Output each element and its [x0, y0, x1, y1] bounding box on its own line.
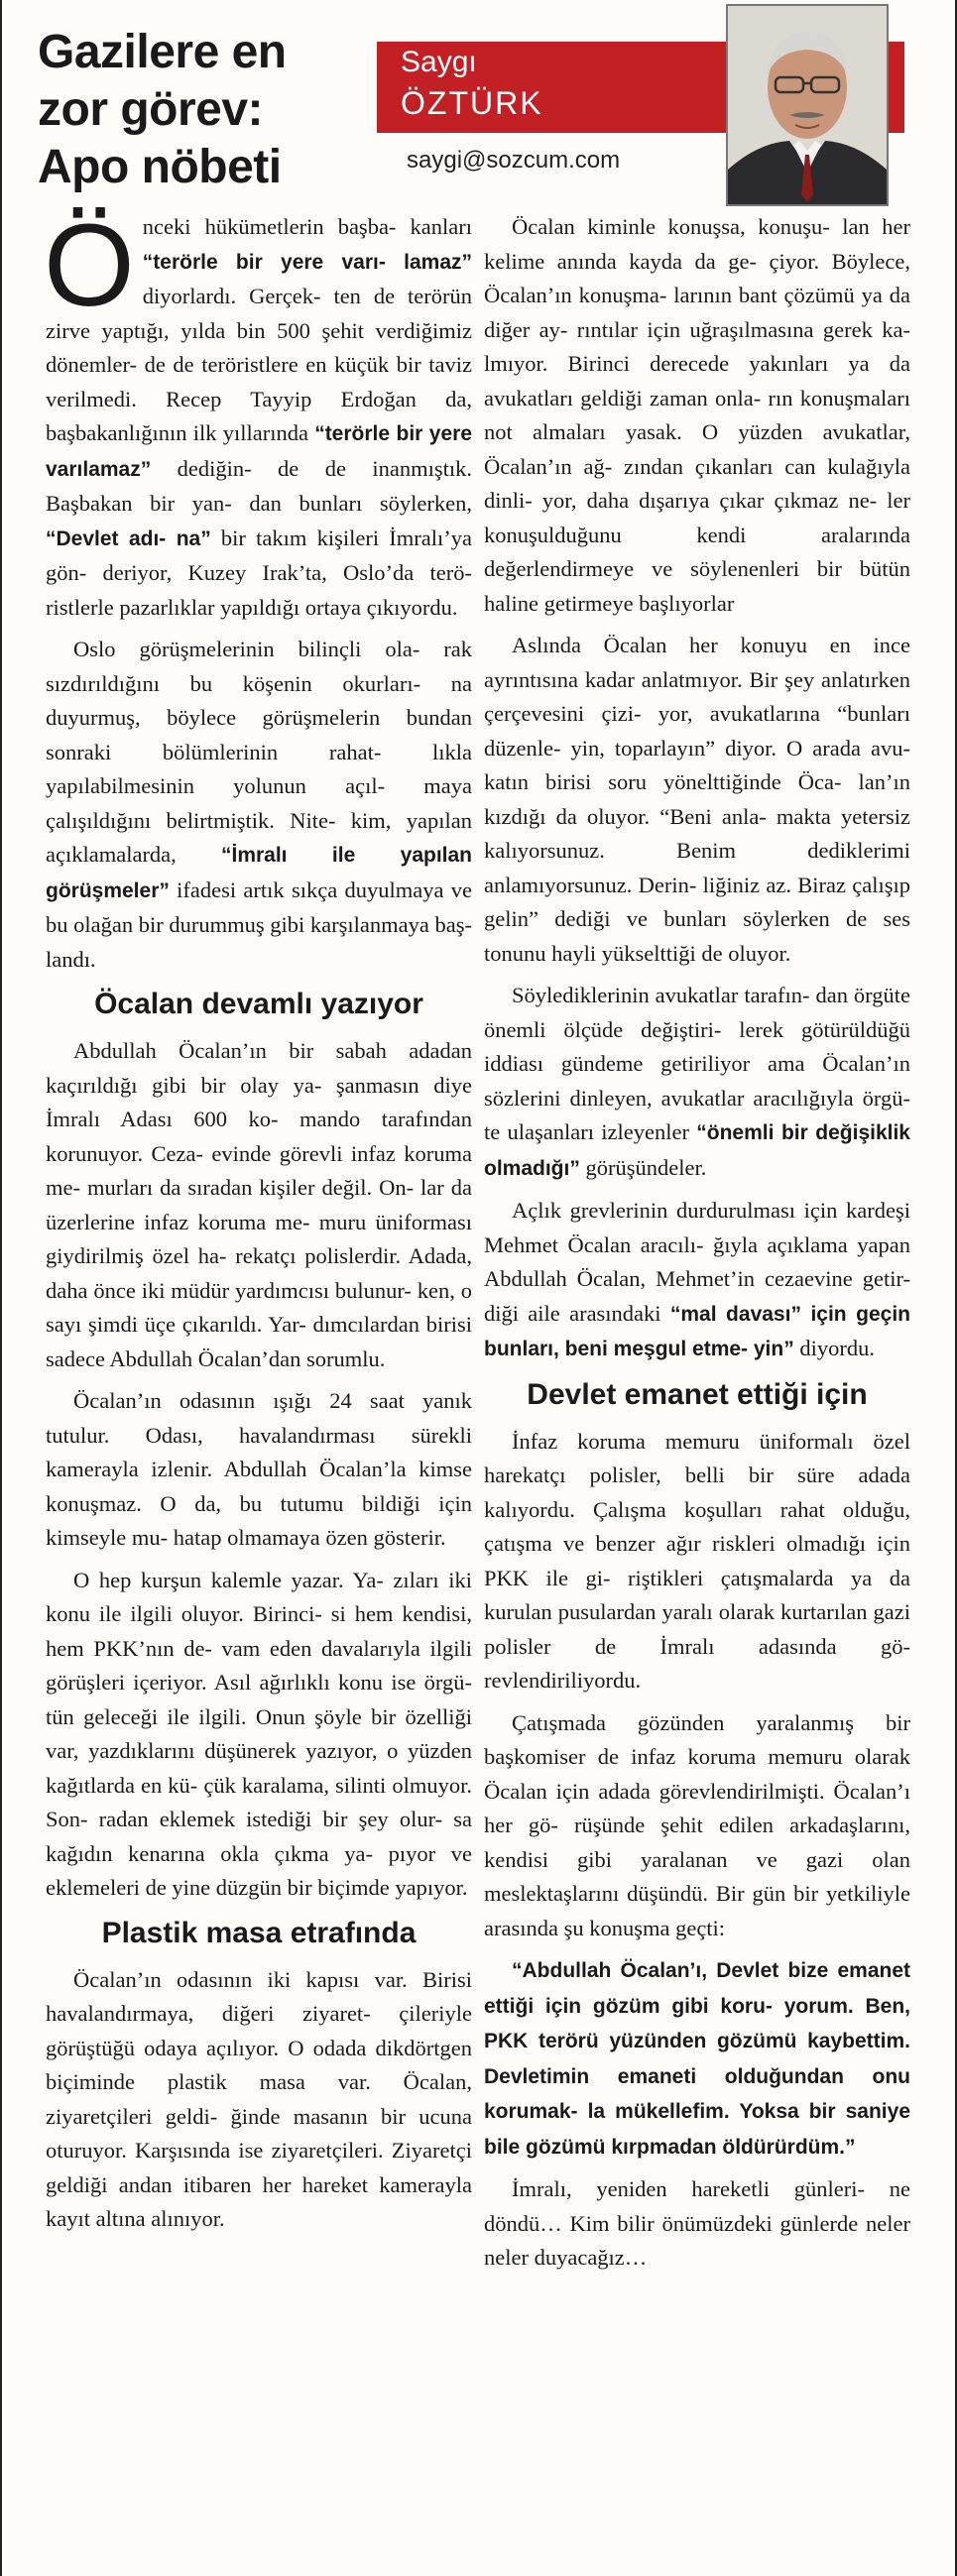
paragraph: Öcalan kiminle konuşsa, konuşu- lan her kelime anında kayda da ge- çiyor. Böylece, Öcalan’ın konuşma- larının bant çözümü ya da diğer ay- rıntılar için uğraşılmasına gerek ka- lmıyor. Birinci derecede yakınları ya da avukatları geldiği zaman onla- rın konuşmaları not almaları yasak. O yüzden avukatlar, Öcalan’ın ağ- zından çıkanları can kulağıyla dinli- yor, daha dışarıya çıkar çıkmaz ne- ler konuşulduğunu kendi aralarında değerlendirmeye ve söylenenleri bir bütün haline getirmeye başlıyorlar — [484, 214, 910, 616]
headline-line-1: Gazilere en — [38, 26, 287, 78]
paragraph: Çatışmada gözünden yaralanmış bir başkomiser de infaz koruma memuru olarak Öcalan için adada görevlendirilmişti. Öcalan’ı her gö- rüşünde şehit edilen arkadaşlarını, kendisi gibi yaralanan ve gazi olan meslektaşlarını düşündü. Bir gün bir yetkiliyle arasında şu konuşma geçti: — [484, 1709, 910, 1940]
text-run: Söylediklerinin avukatlar tarafın- dan örgüte önemli ölçüde değiştiri- lerek götürüldüğü iddiası gündeme getiriliyor ama Öcalan’ın sözlerini dinleyen, avukatlar aracılığıyla örgü- te ulaşanları izleyenler — [484, 983, 910, 1144]
headline-line-3: Apo nöbeti — [38, 141, 282, 193]
bold-quote: “terörle bir yere varı- lamaz” — [142, 250, 472, 274]
text-run: dediğin- de de inanmıştık. Başbakan bir yan- dan bunları söylerken, — [46, 455, 472, 516]
columnist-portrait-icon — [728, 6, 887, 204]
paragraph: O hep kurşun kalemle yazar. Ya- zıları iki konu ile ilgili oluyor. Birinci- si hem kendisi, hem PKK’nın de- vam eden davalarıyla ilgili görüşleri içeriyor. Asıl ağırlıklı konu ise örgü- tün geleceği ile ilgili. Onun şöyle bir özelliği var, yazdıklarını düşünerek yazıyor, o yüzden kağıtlarda en kü- çük karalama, silinti olmuyor. Son- radan eklemek istediği bir şey olur- sa kağıdın kenarına okla çıkma ya- pıyor ve eklemeleri de yine düzgün bir biçimde yapıyor. — [46, 1567, 472, 1900]
author-last-name: ÖZTÜRK — [401, 85, 543, 121]
bold-quote: “İmralı ile yapılan görüşmeler” — [46, 844, 473, 902]
paragraph: Öcalan’ın odasının ışığı 24 saat yanık tutulur. Odası, havalandırması sürekli kamerayla izlenir. Abdullah Öcalan’la kimse konuşmaz. O da, bu tutumu bildiği için kimseyle mu- hatap olmamaya özen gösterir. — [46, 1388, 472, 1550]
paragraph: İmralı, yeniden hareketli günleri- ne döndü… Kim bilir önümüzdeki günlerde neler neler duyacağız… — [484, 2176, 910, 2270]
subheading: Devlet emanet ettiği için — [527, 1377, 868, 1411]
right-column — [484, 210, 910, 2283]
text-run: diyorlardı. Gerçek- ten de terörün zirve yaptığı, yılda bin 500 şehit verdiğimiz dönemler- de de teröristlere en küçük bir taviz verilmedi. Recep Tayyip Erdoğan da, başbakanlığının ilk yıllarında — [46, 284, 472, 445]
text-run: görüşündeler. — [579, 1154, 707, 1180]
paragraph — [46, 633, 472, 977]
text-run: diyordu. — [793, 1336, 875, 1360]
paragraph: İnfaz koruma memuru üniformalı özel harekatçı polisler, belli bir süre adada kalıyordu. Çalışma koşulları rahat olduğu, çatışma ve benzer ağır riskleri olmadığı için PKK ile gi- riştikleri çatışmalarda ya da kurulan pusulardan yaralı olarak kurtarılan gazi polisler de İmralı adasında gö- revlendiriliyordu. — [484, 1428, 910, 1693]
headline — [38, 24, 365, 196]
paragraph — [44, 200, 472, 625]
text-run: ifadesi artık sıkça duyulmaya ve bu olağan bir durummuş gibi karşılanmaya baş- landı. — [46, 877, 472, 972]
subheading: Plastik masa etrafında — [101, 1916, 417, 1949]
paragraph — [484, 1194, 910, 1367]
text-run: Açlık grevlerinin durdurulması için kardeşi Mehmet Öcalan aracılı- ğıyla açıklama yapan Abdullah Öcalan, Mehmet’in cezaevine getir- diği aile arasındaki — [484, 1198, 910, 1326]
text-run: nceki hükümetlerin başba- kanları — [142, 214, 472, 239]
paragraph — [484, 979, 910, 1186]
headline-line-2: zor görev: — [38, 83, 264, 136]
bold-quote-paragraph — [484, 1953, 910, 2165]
text-run: bir takım kişileri İmralı’ya gön- deriyor, Kuzey Irak’ta, Oslo’da terö- ristlerle pazarlıklar yapıldığı ortaya çıkıyordu. — [46, 525, 472, 620]
author-first-name: Saygı — [401, 46, 477, 78]
paragraph: Aslında Öcalan her konuyu en ince ayrıntısına kadar anlatmıyor. Bir şey anlatırken çerçevesini çizi- yor, avukatlarına “bunları düzenle- yin, toparlayın” diyor. O arada avu- katın birisi soru yönelttiğinde Öca- lan’ın kızdığı da oluyor. “Beni anla- makta yetersiz kalıyorsunuz. Benim dediklerimi anlamıyorsunuz. Derin- liğiniz az. Biraz çalışıp gelin” dediği ve bunları söylerken de ses tonunu hayli yükselttiği de oluyor. — [484, 633, 910, 966]
author-email: saygi@sozcum.com — [407, 147, 621, 174]
text-run: Oslo görüşmelerinin bilinçli ola- rak sızdırıldığını bu köşenin okurları- na duyurmuş, böylece görüşmelerin bundan sonraki bölümlerinin rahat- lıkla yapılabilmesinin yolunun açıl- maya çalışıldığını belirtmiştik. Nite- kim, yapılan açıklamalarda, — [46, 637, 472, 867]
drop-cap: Ö — [44, 200, 135, 331]
paragraph: Öcalan’ın odasının iki kapısı var. Birisi havalandırmaya, diğeri ziyaret- çileriyle görüştüğü odaya açılıyor. O odada dikdörtgen biçiminde plastik masa var. Öcalan, ziyaretçileri geldi- ğinde masanın bir ucuna oturuyor. Karşısında ise ziyaretçileri. Ziyaretçi geldiği andan itibaren her hareket kamerayla kayıt altına alınıyor. — [46, 1966, 472, 2231]
author-photo — [726, 4, 889, 206]
bold-quote: “Devlet adı- na” — [46, 527, 211, 550]
bold-quote: “terörle bir yere varılamaz” — [46, 422, 472, 481]
paragraph: Abdullah Öcalan’ın bir sabah adadan kaçırıldığı gibi bir olay ya- şanmasın diye İmralı Adası 600 ko- mando tarafından korunuyor. Ceza- evinde görevli infaz koruma me- murları da sıradan kişiler değil. On- lar da üzerlerine infaz koruma me- muru üniforması giydirilmiş özel ha- rekatçı polislerdir. Adada, daha önce iki müdür yardımcısı bulunur- ken, o sayı şimdi üçe çıkarıldı. Yar- dımcılardan birisi sadece Abdullah Öcalan’dan sorumlu. — [46, 1038, 472, 1371]
subheading: Öcalan devamlı yazıyor — [94, 988, 423, 1020]
bold-quote: “Abdullah Öcalan’ı, Devlet bize emanet ettiği için gözüm gibi koru- yorum. Ben, PKK terörü yüzünden gözümü kaybettim. Devletimin emaneti olduğundan onu korumak- la mükellefim. Yoksa bir saniye bile gözümü kırpmadan öldürürdüm.” — [484, 1959, 910, 2159]
bold-quote: “önemli bir değişiklik olmadığı” — [484, 1121, 910, 1180]
bold-quote: “mal davası” için geçin bunları, beni meşgul etme- yin” — [484, 1302, 910, 1360]
left-column — [44, 200, 473, 2245]
